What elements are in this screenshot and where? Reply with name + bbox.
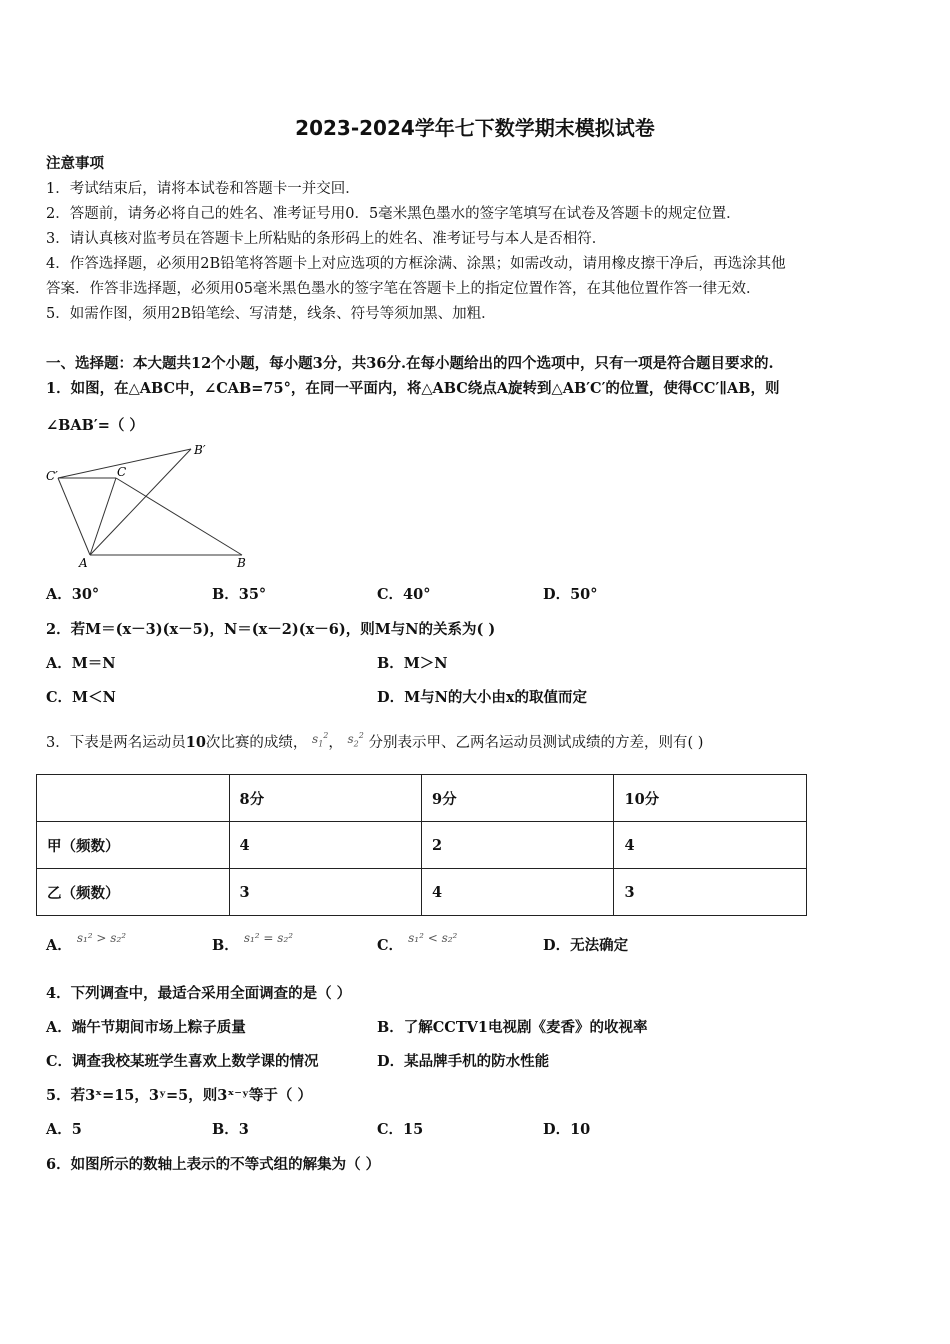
notice-line: 2．答题前，请务必将自己的姓名、准考证号用0．5毫米黑色墨水的签字笔填写在试卷及答题卡的规定位置． [46, 206, 741, 222]
label-c-prime: C′ [46, 469, 58, 483]
q3-option-a-math: s₁² > s₂² [76, 931, 127, 945]
q3-option-c-math: s₁² < s₂² [408, 931, 458, 945]
table-cell: 乙（频数） [37, 869, 230, 916]
q1-option-c: C．40° [377, 586, 431, 603]
table-cell: 3 [229, 869, 421, 916]
q5-text: 5．若3ˣ=15，3ʸ=5，则3ˣ⁻ʸ等于（ ） [46, 1087, 312, 1104]
section-heading: 一、选择题：本大题共12个小题，每小题3分，共36分.在每小题给出的四个选项中，只有一项是符合题目要求的. [46, 355, 774, 372]
label-a: A [79, 556, 88, 570]
table-cell [37, 775, 230, 822]
scores-table [36, 774, 807, 916]
q1-text: 1．如图，在△ABC中，∠CAB=75°，在同一平面内，将△ABC绕点A旋转到△AB′C′的位置，使得CC′∥AB，则 [46, 380, 780, 397]
table-cell: 10分 [614, 775, 807, 822]
notice-line: 5．如需作图，须用2B铅笔绘、写清楚，线条、符号等须加黑、加粗． [46, 306, 496, 322]
notice-line: 4．作答选择题，必须用2B铅笔将答题卡上对应选项的方框涂满、涂黑；如需改动，请用橡皮擦干净后，再选涂其他 [46, 256, 786, 272]
q1-option-a: A．30° [46, 586, 100, 603]
q2-option-d: D．M与N的大小由x的取值而定 [377, 689, 588, 706]
q3-option-a: A． $^{s_1^2 > s_2^2}$ [46, 931, 127, 954]
q4-option-a: A．端午节期间市场上粽子质量 [46, 1019, 246, 1036]
notice-heading: 注意事项 [46, 155, 104, 172]
q1-option-d: D．50° [543, 586, 598, 603]
table-cell: 8分 [229, 775, 421, 822]
q3-option-b: B． $^{s_1^2 = s_2^2}$ [212, 931, 294, 954]
table-cell: 3 [614, 869, 807, 916]
q2-option-b: B．M＞N [377, 655, 448, 672]
q3-s2-symbol: s22 [347, 731, 364, 749]
q5-option-d: D．10 [543, 1121, 591, 1138]
table-cell: 4 [422, 869, 614, 916]
table-cell: 4 [614, 822, 807, 869]
notice-line: 答案．作答非选择题，必须用05毫米黑色墨水的签字笔在答题卡上的指定位置作答，在其他位置作答一律无效． [46, 281, 761, 297]
q3-mid: 次比赛的成绩， [205, 735, 308, 751]
q1-figure [44, 440, 254, 570]
table-cell: 9分 [422, 775, 614, 822]
q5-option-c: C．15 [377, 1121, 424, 1138]
table-row [37, 822, 807, 869]
notice-line: 3．请认真核对监考员在答题卡上所粘贴的条形码上的姓名、准考证号与本人是否相符． [46, 231, 607, 247]
q3-count: 10 [185, 734, 206, 751]
page-title: 2023-2024学年七下数学期末模拟试卷 [295, 116, 655, 140]
notice-line: 1．考试结束后，请将本试卷和答题卡一并交回． [46, 181, 360, 197]
table-cell: 4 [229, 822, 421, 869]
q3-text: 3．下表是两名运动员10次比赛的成绩， $^{s_1^2}$， $^{s_2^2}$ 分别表示甲、乙两名运动员测试成绩的方差，则有( ) [46, 731, 704, 751]
label-c: C [117, 465, 127, 479]
table-cell: 甲（频数） [37, 822, 230, 869]
table-cell: 2 [422, 822, 614, 869]
q4-option-c: C．调查我校某班学生喜欢上数学课的情况 [46, 1053, 319, 1070]
q3-option-d: D．无法确定 [543, 937, 629, 954]
table-row [37, 869, 807, 916]
q6-text: 6．如图所示的数轴上表示的不等式组的解集为（ ） [46, 1156, 381, 1173]
q1-text-2: ∠BAB′=（ ） [46, 417, 144, 434]
q2-option-c: C．M＜N [46, 689, 116, 706]
q3-option-b-math: s₁² = s₂² [243, 931, 294, 945]
q4-option-b: B．了解CCTV1电视剧《麦香》的收视率 [377, 1019, 648, 1036]
q4-text: 4．下列调查中，最适合采用全面调查的是（ ） [46, 985, 352, 1002]
table-header-row [37, 775, 807, 822]
q3-option-c: C． $^{s_1^2 < s_2^2}$ [377, 931, 458, 954]
q5-option-a: A．5 [46, 1121, 82, 1138]
q3-prefix: 3．下表是两名运动员 [46, 735, 186, 751]
q3-suffix: 分别表示甲、乙两名运动员测试成绩的方差，则有( ) [368, 735, 704, 751]
q5-option-b: B．3 [212, 1121, 249, 1138]
label-b: B [237, 556, 246, 570]
q4-option-d: D．某品牌手机的防水性能 [377, 1053, 550, 1070]
q1-option-b: B．35° [212, 586, 267, 603]
q3-s1-symbol: s12 [312, 731, 329, 749]
q2-option-a: A．M＝N [46, 655, 116, 672]
q2-text: 2．若M＝(x－3)(x－5)，N＝(x－2)(x－6)，则M与N的关系为( ) [46, 621, 496, 638]
label-b-prime: B′ [194, 443, 206, 457]
